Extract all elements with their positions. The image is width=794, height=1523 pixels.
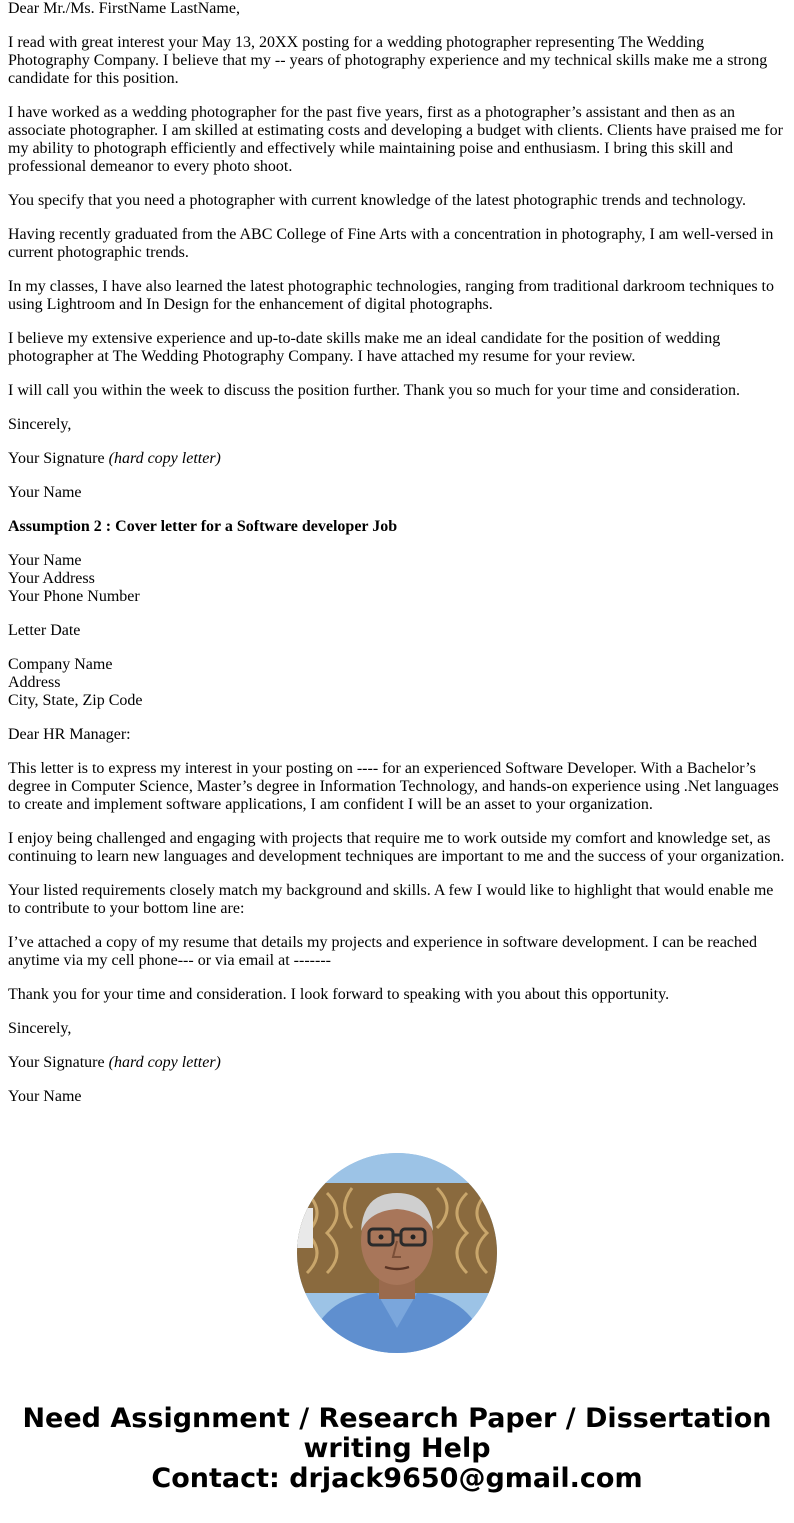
section-heading: Assumption 2 : Cover letter for a Software developer Job: [8, 518, 398, 535]
letter1-name: Your Name: [8, 484, 82, 501]
company-name: Company Name: [8, 656, 113, 673]
promo-line-1: Need Assignment / Research Paper / Dissertation: [22, 1403, 772, 1434]
letter1-paragraph-2: I have worked as a wedding photographer for the past five years, first as a photographer’s assistant and then as an associate photographer. I am skilled at estimating costs and developing a budget with clients. Clients have praised me for my ability to photograph efficiently and effectively while maintaining poise and enthusiasm. I bring this skill and professional demeanor to every photo shoot.: [8, 104, 783, 175]
sender-phone: Your Phone Number: [8, 588, 140, 605]
letter1-signature-note: (hard copy letter): [108, 450, 221, 467]
letter2-paragraph-5: Thank you for your time and consideration. I look forward to speaking with you about this opportunity.: [8, 986, 670, 1003]
company-city: City, State, Zip Code: [8, 692, 143, 709]
letter2-closing: Sincerely,: [8, 1020, 72, 1037]
letter1-paragraph-7: I will call you within the week to discuss the position further. Thank you so much for your time and consideration.: [8, 382, 741, 399]
sender-block: [8, 552, 786, 606]
promo-contact: Contact: drjack9650@gmail.com: [151, 1463, 643, 1494]
letter1-paragraph-3: You specify that you need a photographer with current knowledge of the latest photographic trends and technology.: [8, 192, 747, 209]
letter-date: Letter Date: [8, 622, 81, 639]
letter2-signature-note: (hard copy letter): [108, 1054, 221, 1071]
letter1-salutation: Dear Mr./Ms. FirstName LastName,: [8, 0, 240, 17]
promo-line-2: writing Help: [303, 1433, 491, 1464]
letter1-paragraph-1: I read with great interest your May 13, 20XX posting for a wedding photographer representing The Wedding Photography Company. I believe that my -- years of photography experience and my technical skills make me a strong candidate for this position.: [8, 34, 768, 87]
author-photo: [297, 1153, 497, 1353]
letter2-paragraph-1: This letter is to express my interest in your posting on ---- for an experienced Software Developer. With a Bachelor’s degree in Computer Science, Master’s degree in Information Technology, and hands-on experience using .Net languages to create and implement software applications, I am confident I will be an asset to your organization.: [8, 760, 779, 813]
letter2-paragraph-3: Your listed requirements closely match my background and skills. A few I would like to highlight that would enable me to contribute to your bottom line are:: [8, 882, 774, 917]
letter2-salutation: Dear HR Manager:: [8, 726, 131, 743]
letter1-signature-line: [8, 450, 786, 468]
portrait-image: [297, 1153, 497, 1353]
letter1-paragraph-5: In my classes, I have also learned the latest photographic technologies, ranging from traditional darkroom techniques to using Lightroom and In Design for the enhancement of digital photographs.: [8, 278, 774, 313]
company-address: Address: [8, 674, 61, 691]
letter1-signature: Your Signature: [8, 450, 105, 467]
letter2-signature: Your Signature: [8, 1054, 105, 1071]
letter1-closing: Sincerely,: [8, 416, 72, 433]
letter1-paragraph-6: I believe my extensive experience and up-to-date skills make me an ideal candidate for the position of wedding photographer at The Wedding Photography Company. I have attached my resume for your review.: [8, 330, 721, 365]
letter1-paragraph-4: Having recently graduated from the ABC College of Fine Arts with a concentration in photography, I am well-versed in current photographic trends.: [8, 226, 774, 261]
promo-banner: [0, 1404, 794, 1494]
letter2-paragraph-2: I enjoy being challenged and engaging with projects that require me to work outside my comfort and knowledge set, as continuing to learn new languages and development techniques are important to me and the success of your organization.: [8, 830, 785, 865]
letter2-signature-line: [8, 1054, 786, 1072]
sender-name: Your Name: [8, 552, 82, 569]
recipient-block: [8, 656, 786, 710]
letter2-name: Your Name: [8, 1088, 82, 1105]
letter2-paragraph-4: I’ve attached a copy of my resume that details my projects and experience in software development. I can be reached anytime via my cell phone--- or via email at -------: [8, 934, 758, 969]
sender-address: Your Address: [8, 570, 95, 587]
